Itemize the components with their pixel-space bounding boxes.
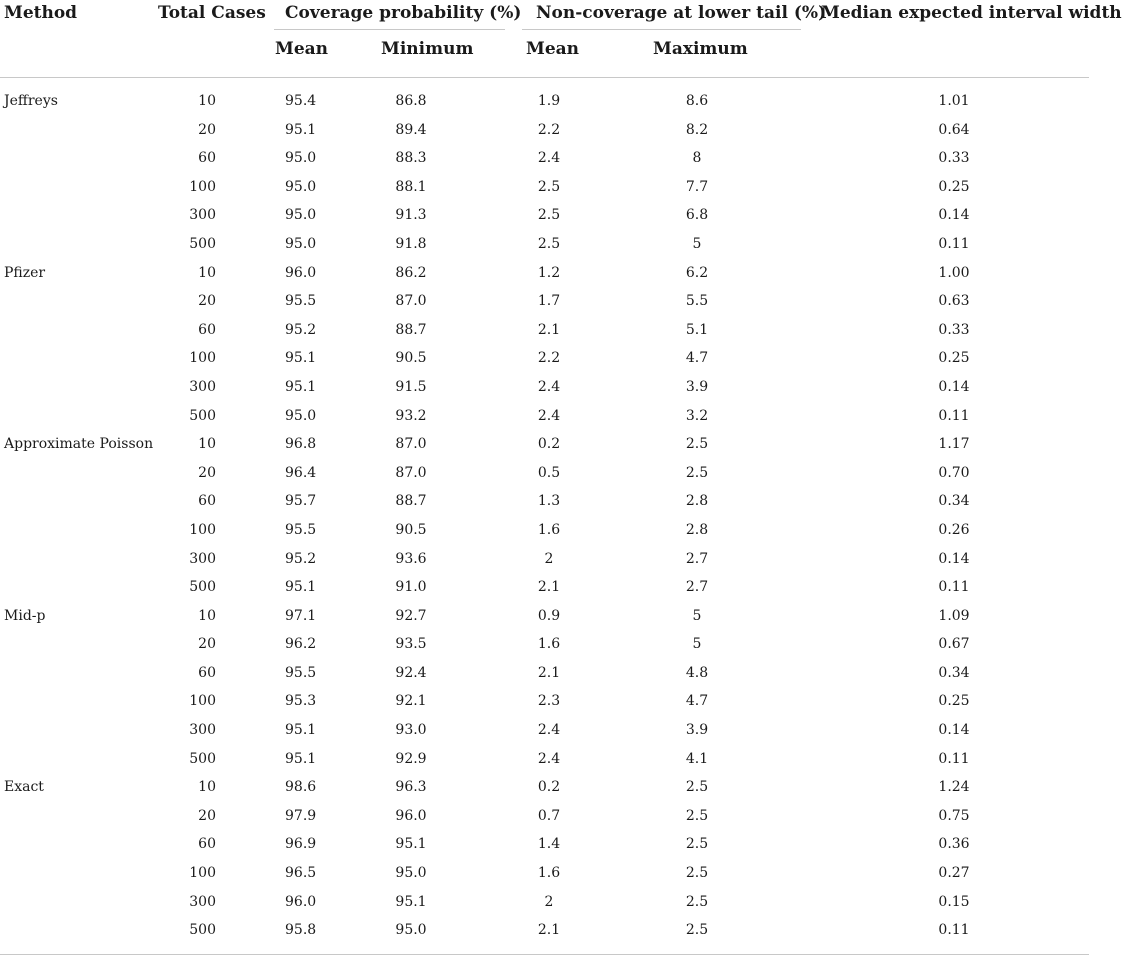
coverage-min-cell: 87.0	[395, 436, 427, 453]
total-cases-cell: 60	[198, 664, 216, 681]
total-cases-cell: 20	[198, 293, 216, 310]
noncoverage-mean-cell: 1.4	[537, 836, 561, 853]
table-row	[0, 773, 1089, 802]
noncoverage-max-cell: 6.8	[685, 207, 709, 224]
noncoverage-mean-cell: 1.2	[537, 264, 561, 281]
coverage-mean-cell: 95.1	[285, 722, 317, 739]
noncoverage-max-cell: 8.2	[685, 121, 709, 138]
median-width-cell: 0.11	[938, 750, 970, 767]
noncoverage-mean-cell: 2.4	[537, 750, 561, 767]
header-noncoverage-max: Maximum	[653, 39, 748, 59]
table-row	[0, 630, 1089, 659]
noncoverage-mean-cell: 2.4	[537, 378, 561, 395]
table-row	[0, 402, 1089, 431]
total-cases-cell: 500	[189, 579, 216, 596]
coverage-mean-cell: 95.8	[285, 922, 317, 939]
coverage-mean-cell: 95.0	[285, 150, 317, 167]
coverage-mean-cell: 95.0	[285, 407, 317, 424]
total-cases-cell: 10	[198, 436, 216, 453]
coverage-mean-cell: 95.1	[285, 350, 317, 367]
total-cases-cell: 300	[189, 207, 216, 224]
median-width-cell: 0.34	[938, 664, 970, 681]
coverage-min-cell: 91.0	[395, 579, 427, 596]
total-cases-cell: 300	[189, 893, 216, 910]
coverage-min-cell: 91.3	[395, 207, 427, 224]
coverage-min-cell: 88.3	[395, 150, 427, 167]
noncoverage-max-cell: 2.5	[685, 464, 709, 481]
noncoverage-max-cell: 2.5	[685, 922, 709, 939]
coverage-mean-cell: 95.2	[285, 550, 317, 567]
noncoverage-max-cell: 2.5	[685, 436, 709, 453]
header-rule	[0, 77, 1089, 78]
median-width-cell: 0.11	[938, 922, 970, 939]
noncoverage-mean-cell: 1.6	[537, 865, 561, 882]
noncoverage-max-cell: 4.8	[685, 664, 709, 681]
noncoverage-max-cell: 3.9	[685, 378, 709, 395]
noncoverage-mean-cell: 2.5	[537, 178, 561, 195]
coverage-min-cell: 93.6	[395, 550, 427, 567]
table-row	[0, 573, 1089, 602]
noncoverage-mean-cell: 0.7	[537, 807, 561, 824]
total-cases-cell: 300	[189, 378, 216, 395]
noncoverage-max-cell: 2.8	[685, 521, 709, 538]
coverage-min-cell: 90.5	[395, 350, 427, 367]
noncoverage-mean-cell: 2.2	[537, 350, 561, 367]
total-cases-cell: 10	[198, 264, 216, 281]
coverage-min-cell: 86.2	[395, 264, 427, 281]
median-width-cell: 0.63	[938, 293, 970, 310]
median-width-cell: 0.14	[938, 378, 970, 395]
median-width-cell: 0.15	[938, 893, 970, 910]
median-width-cell: 1.24	[938, 779, 970, 796]
median-width-cell: 0.25	[938, 178, 970, 195]
coverage-min-cell: 91.5	[395, 378, 427, 395]
median-width-cell: 0.33	[938, 150, 970, 167]
coverage-min-cell: 92.9	[395, 750, 427, 767]
noncoverage-mean-cell: 1.3	[537, 493, 561, 510]
header-coverage-mean: Mean	[275, 39, 329, 59]
coverage-min-cell: 96.0	[395, 807, 427, 824]
table-row	[0, 259, 1089, 288]
noncoverage-mean-cell: 0.9	[537, 607, 561, 624]
noncoverage-mean-cell: 2.3	[537, 693, 561, 710]
table-row	[0, 830, 1089, 859]
noncoverage-mean-cell: 0.2	[537, 436, 561, 453]
noncoverage-group-rule	[522, 29, 801, 30]
noncoverage-mean-cell: 2.4	[537, 407, 561, 424]
coverage-mean-cell: 96.9	[285, 836, 317, 853]
total-cases-cell: 20	[198, 464, 216, 481]
total-cases-cell: 10	[198, 607, 216, 624]
coverage-mean-cell: 95.0	[285, 207, 317, 224]
noncoverage-mean-cell: 2.1	[537, 664, 561, 681]
noncoverage-max-cell: 2.8	[685, 493, 709, 510]
total-cases-cell: 60	[198, 836, 216, 853]
coverage-min-cell: 93.5	[395, 636, 427, 653]
noncoverage-max-cell: 5.5	[685, 293, 709, 310]
table-row	[0, 687, 1089, 716]
coverage-mean-cell: 95.5	[285, 521, 317, 538]
median-width-cell: 0.75	[938, 807, 970, 824]
noncoverage-max-cell: 5.1	[685, 321, 709, 338]
noncoverage-max-cell: 7.7	[685, 178, 709, 195]
median-width-cell: 0.14	[938, 722, 970, 739]
coverage-mean-cell: 95.3	[285, 693, 317, 710]
noncoverage-max-cell: 3.9	[685, 722, 709, 739]
coverage-min-cell: 92.1	[395, 693, 427, 710]
noncoverage-mean-cell: 1.9	[537, 93, 561, 109]
table-row	[0, 430, 1089, 459]
noncoverage-mean-cell: 2.1	[537, 922, 561, 939]
noncoverage-mean-cell: 2.4	[537, 722, 561, 739]
total-cases-cell: 60	[198, 321, 216, 338]
method-cell: Mid-p	[4, 607, 46, 624]
table-row	[0, 487, 1089, 516]
coverage-mean-cell: 96.0	[285, 893, 317, 910]
total-cases-cell: 60	[198, 493, 216, 510]
noncoverage-mean-cell: 2	[544, 550, 554, 567]
median-width-cell: 1.00	[938, 264, 970, 281]
coverage-min-cell: 96.3	[395, 779, 427, 796]
header-coverage-min: Minimum	[381, 39, 474, 59]
total-cases-cell: 500	[189, 750, 216, 767]
coverage-mean-cell: 95.2	[285, 321, 317, 338]
noncoverage-mean-cell: 1.6	[537, 636, 561, 653]
table-row	[0, 802, 1089, 831]
noncoverage-mean-cell: 0.2	[537, 779, 561, 796]
noncoverage-mean-cell: 1.7	[537, 293, 561, 310]
table-row	[0, 745, 1089, 774]
coverage-mean-cell: 95.1	[285, 750, 317, 767]
noncoverage-mean-cell: 2.1	[537, 579, 561, 596]
method-cell: Jeffreys	[4, 93, 58, 109]
median-width-cell: 0.11	[938, 407, 970, 424]
coverage-min-cell: 95.1	[395, 893, 427, 910]
noncoverage-max-cell: 8.6	[685, 93, 709, 109]
coverage-mean-cell: 96.0	[285, 264, 317, 281]
noncoverage-max-cell: 5	[692, 607, 702, 624]
median-width-cell: 0.70	[938, 464, 970, 481]
header-total-cases: Total Cases	[158, 3, 266, 23]
table-row	[0, 144, 1089, 173]
noncoverage-max-cell: 4.1	[685, 750, 709, 767]
median-width-cell: 0.14	[938, 550, 970, 567]
total-cases-cell: 60	[198, 150, 216, 167]
total-cases-cell: 10	[198, 779, 216, 796]
noncoverage-mean-cell: 1.6	[537, 521, 561, 538]
header-noncoverage-mean: Mean	[526, 39, 580, 59]
coverage-min-cell: 95.0	[395, 922, 427, 939]
header-noncoverage-group: Non-coverage at lower tail (%)	[536, 3, 827, 23]
coverage-min-cell: 91.8	[395, 235, 427, 252]
median-width-cell: 0.34	[938, 493, 970, 510]
noncoverage-max-cell: 2.5	[685, 836, 709, 853]
noncoverage-max-cell: 2.5	[685, 865, 709, 882]
noncoverage-max-cell: 5	[692, 235, 702, 252]
header-method: Method	[4, 3, 78, 23]
coverage-min-cell: 88.7	[395, 321, 427, 338]
median-width-cell: 1.09	[938, 607, 970, 624]
median-width-cell: 0.11	[938, 579, 970, 596]
noncoverage-max-cell: 2.5	[685, 807, 709, 824]
median-width-cell: 0.36	[938, 836, 970, 853]
coverage-mean-cell: 95.4	[285, 93, 317, 109]
median-width-cell: 0.25	[938, 693, 970, 710]
total-cases-cell: 300	[189, 550, 216, 567]
median-width-cell: 0.64	[938, 121, 970, 138]
total-cases-cell: 100	[189, 521, 216, 538]
coverage-mean-cell: 96.8	[285, 436, 317, 453]
total-cases-cell: 100	[189, 865, 216, 882]
coverage-mean-cell: 97.9	[285, 807, 317, 824]
table-bottom-rule	[0, 954, 1089, 955]
noncoverage-max-cell: 4.7	[685, 350, 709, 367]
coverage-min-cell: 88.7	[395, 493, 427, 510]
method-cell: Exact	[4, 779, 44, 796]
table-row	[0, 230, 1089, 259]
table-row	[0, 602, 1089, 631]
coverage-min-cell: 92.4	[395, 664, 427, 681]
total-cases-cell: 10	[198, 93, 216, 109]
coverage-min-cell: 95.0	[395, 865, 427, 882]
coverage-min-cell: 89.4	[395, 121, 427, 138]
coverage-min-cell: 93.0	[395, 722, 427, 739]
coverage-min-cell: 88.1	[395, 178, 427, 195]
table-row	[0, 516, 1089, 545]
table-row	[0, 916, 1089, 945]
coverage-min-cell: 87.0	[395, 464, 427, 481]
coverage-mean-cell: 95.5	[285, 664, 317, 681]
coverage-min-cell: 86.8	[395, 93, 427, 109]
median-width-cell: 1.01	[938, 93, 970, 109]
total-cases-cell: 100	[189, 693, 216, 710]
table-row	[0, 201, 1089, 230]
table-row	[0, 888, 1089, 917]
noncoverage-max-cell: 6.2	[685, 264, 709, 281]
median-width-cell: 1.17	[938, 436, 970, 453]
noncoverage-mean-cell: 0.5	[537, 464, 561, 481]
coverage-min-cell: 87.0	[395, 293, 427, 310]
coverage-min-cell: 93.2	[395, 407, 427, 424]
table-row	[0, 716, 1089, 745]
median-width-cell: 0.33	[938, 321, 970, 338]
total-cases-cell: 500	[189, 407, 216, 424]
noncoverage-max-cell: 2.5	[685, 779, 709, 796]
header-coverage-group: Coverage probability (%)	[285, 3, 522, 23]
noncoverage-mean-cell: 2	[544, 893, 554, 910]
median-width-cell: 0.14	[938, 207, 970, 224]
noncoverage-max-cell: 2.5	[685, 893, 709, 910]
total-cases-cell: 500	[189, 922, 216, 939]
total-cases-cell: 20	[198, 807, 216, 824]
table-row	[0, 373, 1089, 402]
median-width-cell: 0.11	[938, 235, 970, 252]
total-cases-cell: 300	[189, 722, 216, 739]
coverage-mean-cell: 95.1	[285, 121, 317, 138]
noncoverage-mean-cell: 2.1	[537, 321, 561, 338]
noncoverage-mean-cell: 2.5	[537, 235, 561, 252]
coverage-mean-cell: 96.2	[285, 636, 317, 653]
total-cases-cell: 100	[189, 178, 216, 195]
noncoverage-max-cell: 5	[692, 636, 702, 653]
coverage-mean-cell: 95.1	[285, 579, 317, 596]
total-cases-cell: 100	[189, 350, 216, 367]
table-row	[0, 116, 1089, 145]
median-width-cell: 0.67	[938, 636, 970, 653]
header-median-width: Median expected interval width	[821, 3, 1122, 23]
table-row	[0, 87, 1089, 116]
coverage-mean-cell: 95.0	[285, 178, 317, 195]
coverage-mean-cell: 95.1	[285, 378, 317, 395]
noncoverage-mean-cell: 2.4	[537, 150, 561, 167]
coverage-mean-cell: 96.4	[285, 464, 317, 481]
table-row	[0, 344, 1089, 373]
coverage-mean-cell: 96.5	[285, 865, 317, 882]
noncoverage-max-cell: 2.7	[685, 550, 709, 567]
noncoverage-max-cell: 3.2	[685, 407, 709, 424]
table-row	[0, 459, 1089, 488]
noncoverage-max-cell: 4.7	[685, 693, 709, 710]
coverage-group-rule	[274, 29, 505, 30]
median-width-cell: 0.26	[938, 521, 970, 538]
table-row	[0, 316, 1089, 345]
coverage-min-cell: 92.7	[395, 607, 427, 624]
table-row	[0, 859, 1089, 888]
method-cell: Pfizer	[4, 264, 46, 281]
table-row	[0, 287, 1089, 316]
coverage-mean-cell: 98.6	[285, 779, 317, 796]
table-row	[0, 173, 1089, 202]
coverage-mean-cell: 97.1	[285, 607, 317, 624]
total-cases-cell: 500	[189, 235, 216, 252]
noncoverage-mean-cell: 2.5	[537, 207, 561, 224]
noncoverage-max-cell: 2.7	[685, 579, 709, 596]
coverage-min-cell: 95.1	[395, 836, 427, 853]
method-cell: Approximate Poisson	[4, 436, 154, 453]
coverage-mean-cell: 95.7	[285, 493, 317, 510]
median-width-cell: 0.27	[938, 865, 970, 882]
noncoverage-max-cell: 8	[692, 150, 702, 167]
table-row	[0, 659, 1089, 688]
median-width-cell: 0.25	[938, 350, 970, 367]
table-row	[0, 545, 1089, 574]
total-cases-cell: 20	[198, 636, 216, 653]
coverage-mean-cell: 95.5	[285, 293, 317, 310]
coverage-mean-cell: 95.0	[285, 235, 317, 252]
noncoverage-mean-cell: 2.2	[537, 121, 561, 138]
coverage-min-cell: 90.5	[395, 521, 427, 538]
table-body	[0, 87, 1089, 945]
total-cases-cell: 20	[198, 121, 216, 138]
